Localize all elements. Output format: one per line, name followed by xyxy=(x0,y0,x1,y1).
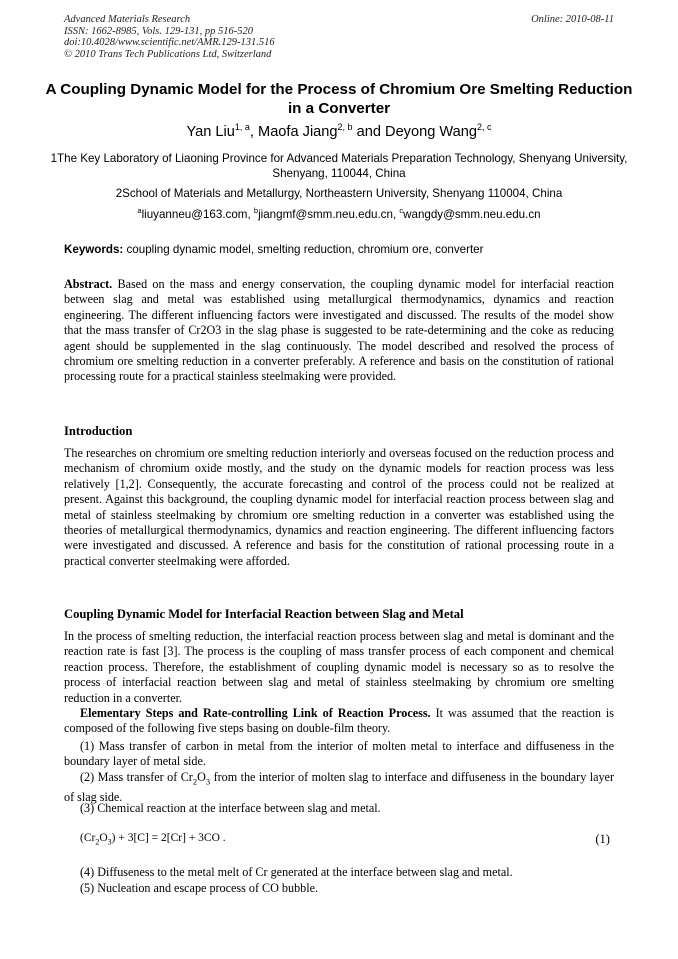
copyright-line: © 2010 Trans Tech Publications Ltd, Switzerland xyxy=(64,48,272,60)
author-name: Yan Liu xyxy=(186,124,235,140)
paper-title: A Coupling Dynamic Model for the Process of Chromium Ore Smelting Reduction in a Converter xyxy=(45,81,633,117)
equation-number: (1) xyxy=(595,832,610,846)
issn-line: ISSN: 1662-8985, Vols. 129-131, pp 516-520 xyxy=(64,25,253,37)
email-link[interactable]: jiangmf@smm.neu.edu.cn xyxy=(258,208,393,221)
step-2: (2) Mass transfer of $Cr_2O_3$ from the interior of molten slag to interface and diffuseness in the boundary layer of slag side. xyxy=(64,770,614,804)
email-list: $^a$liuyanneu@163.com, $^b$jiangmf@smm.neu.edu.cn, $^c$wangdy@smm.neu.edu.cn xyxy=(137,206,541,221)
keywords-text: coupling dynamic model, smelting reduction, chromium ore, converter xyxy=(123,243,484,256)
keywords xyxy=(64,243,624,256)
intro-paragraph: The researches on chromium ore smelting reduction interiorly and overseas focused on the reduction process and mechanism of chromium oxide mostly, and the study on the dynamic models for reaction process was less relatively [1,2]. Consequently, the accurate forecasting and control of the process could not be realized at present. Against this background, the coupling dynamic model for interfacial reaction process between slag and metal of stainless steelmaking by chromium ore smelting reduction in a converter was established using the theories of metallurgical thermodynamics, dynamics and reaction engineering. The different influencing factors were investigated and discussed. A reference and basis for the constitution of rational processing route in a practical converter steelmaking were afforded. xyxy=(64,446,614,568)
step-4: (4) Diffuseness to the metal melt of Cr generated at the interface between slag and metal. xyxy=(80,865,513,879)
email-link[interactable]: wangdy@smm.neu.edu.cn xyxy=(403,208,541,221)
subsection-label: Elementary Steps and Rate-controlling Link of Reaction Process. xyxy=(80,706,431,721)
author-sup: 2, c xyxy=(476,122,492,133)
author-name: Maofa Jiang xyxy=(258,124,338,140)
affiliation-1: 1The Key Laboratory of Liaoning Province for Advanced Materials Preparation Technology, Shenyang University, Shenyang, 110044, China xyxy=(50,152,628,180)
online-date: Online: 2010-08-11 xyxy=(531,14,614,25)
equation-1: $(Cr_2O_3) + 3[C] = 2[Cr] + 3CO$ . xyxy=(80,832,226,847)
author-sup: 1, a xyxy=(234,122,250,133)
intro-heading: Introduction xyxy=(64,424,133,438)
abstract-label: Abstract. xyxy=(64,277,113,291)
section-heading: Coupling Dynamic Model for Interfacial Reaction between Slag and Metal xyxy=(64,607,464,621)
step-3: (3) Chemical reaction at the interface between slag and metal. xyxy=(80,801,381,815)
author-sup: 2, b xyxy=(337,122,353,133)
email-link[interactable]: liuyanneu@163.com xyxy=(141,208,248,221)
journal-name: Advanced Materials Research xyxy=(64,14,191,25)
step-5: (5) Nucleation and escape process of CO bubble. xyxy=(80,881,319,895)
affiliation-2: 2School of Materials and Metallurgy, Northeastern University, Shenyang 110004, China xyxy=(115,187,563,200)
abstract-text: Based on the mass and energy conservation, the coupling dynamic model for interfacial reaction between slag and metal was established using metallurgical thermodynamics, dynamics and reaction engineering. The different influencing factors were investigated and discussed. The results of the model show that the mass transfer of Cr2O3 in the slag phase is suggested to be rate-determining and the coke as reducing agent should be supplemented in the slag continuously. The model described and resolved the process of chromium ore smelting reduction in a converter preferably. A reference and basis on the constitution of rational processing route for a practical stainless steelmaking were provided. xyxy=(64,277,614,384)
doi-line: doi:10.4028/www.scientific.net/AMR.129-131.516 xyxy=(64,37,275,49)
author-name: Deyong Wang xyxy=(385,124,477,140)
journal-header xyxy=(64,14,275,60)
section-paragraph: In the process of smelting reduction, the interfacial reaction process between slag and metal is dominant and the reaction rate is fast [3]. The process is the coupling of mass transfer process of each component and chemical reaction process. Therefore, the establishment of coupling dynamic model is necessary so as to resolve the process of interfacial reaction between slag and metal of stainless steelmaking by chromium ore smelting reduction in a converter. Elementary Steps and Rate-controlling Link of Reaction Process. It was assumed that the reaction is composed of the following five steps basing on double-film theory. xyxy=(64,629,614,736)
step-1: (1) Mass transfer of carbon in metal from the interior of molten metal to interface and diffuseness in the boundary layer of metal side. xyxy=(64,739,614,769)
abstract xyxy=(64,277,614,385)
keywords-label: Keywords: xyxy=(64,243,124,256)
author-list: Yan Liu$^{1, a}$, Maofa Jiang$^{2, b}$ and Deyong Wang$^{2, c}$ xyxy=(186,122,492,140)
